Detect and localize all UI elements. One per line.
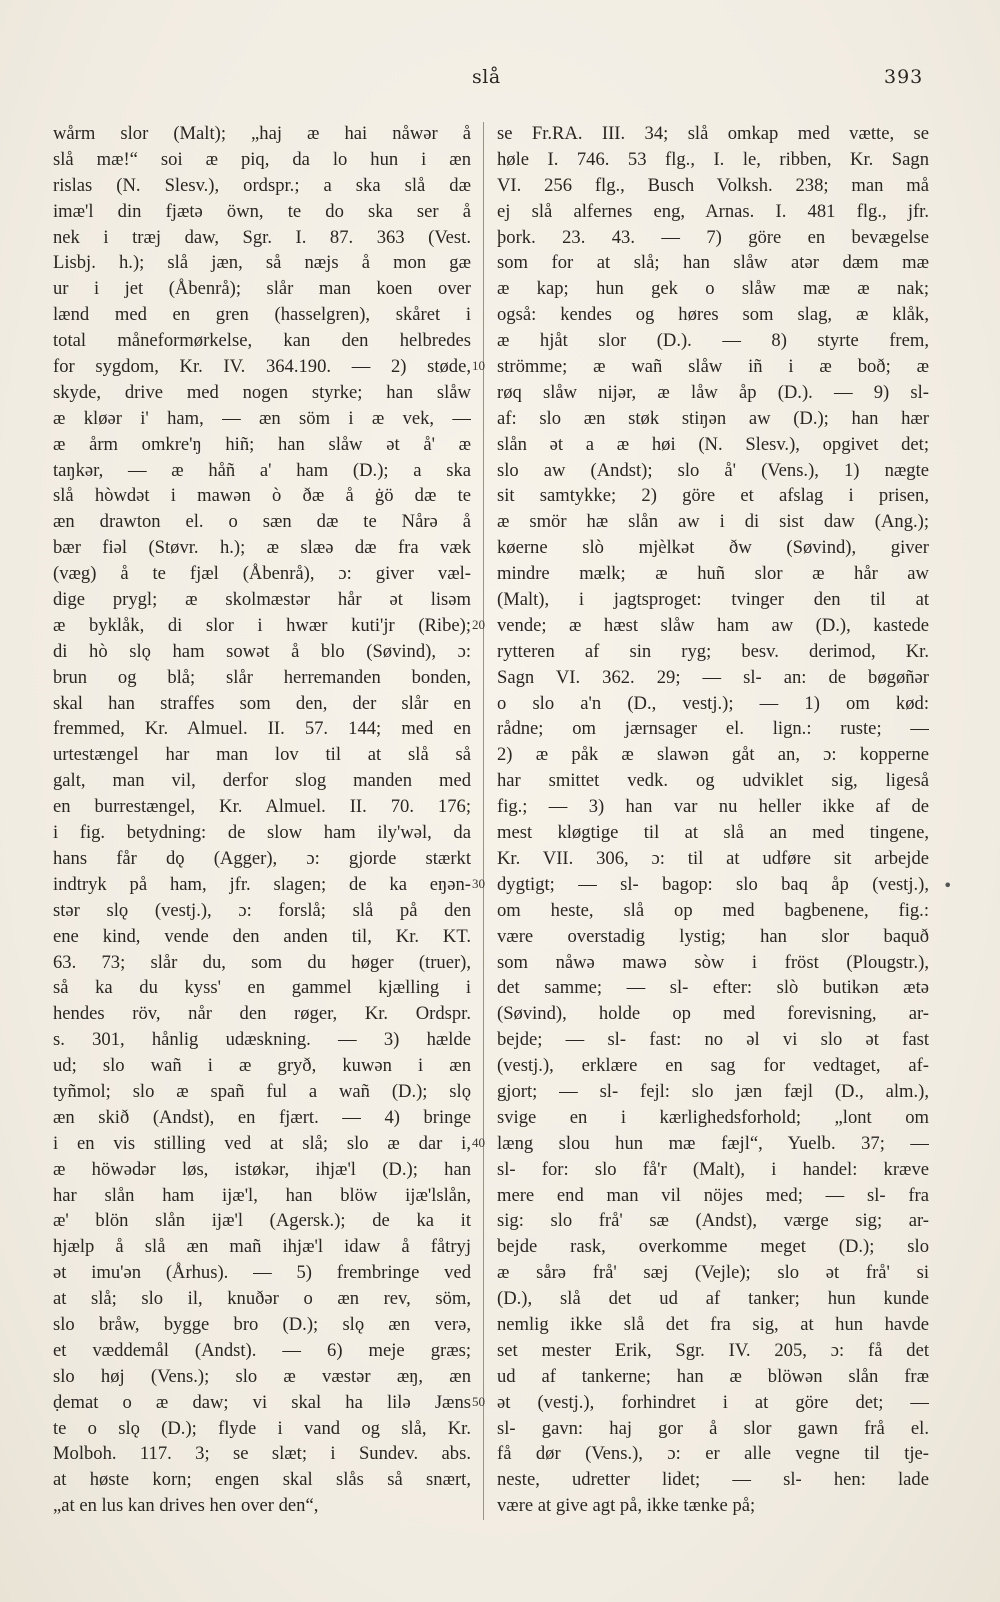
left-column-line: skal han straffes som den, der slår en [53, 692, 471, 714]
right-column-line: slo aw (Andst); slo å' (Vens.), 1) nægte [497, 459, 929, 481]
left-column-line: æn drawton el. o sæn dæ te Nårə å [53, 511, 471, 533]
right-column-line: 2) æ påk æ slawən gåt an, ɔ: kopperne [497, 744, 929, 766]
right-column-line: þork. 23. 43. — 7) göre en bevægelse [497, 226, 929, 248]
right-column-line: mere end man vil nöjes med; — sl- fra [497, 1184, 929, 1206]
left-column-line: et væddemål (Andst). — 6) meje græs; [53, 1339, 471, 1361]
right-column-line: VI. 256 flg., Busch Volksh. 238; man må [497, 174, 929, 196]
right-column-line: æ smör hæ slån aw i di sist daw (Ang.); [497, 511, 929, 533]
right-column-line: (vestj.), erklære en sag for vedtaget, af- [497, 1055, 929, 1077]
left-column-line: så ka du kyss' en gammel kjælling i [53, 977, 471, 999]
right-column-line: gjort; — sl- fejl: slo jæn fæjl (D., alm.), [497, 1080, 929, 1102]
right-column-line: nemlig ikke slå det fra sig, at hun havde [497, 1313, 929, 1335]
left-column-line: i en vis stilling ved at slå; slo æ dar i, [53, 1132, 471, 1154]
left-column-line: indtryk på ham, jfr. slagen; de ka eŋən- [53, 873, 471, 895]
right-column-line: slån ət a æ høi (N. Slesv.), opgivet det; [497, 433, 929, 455]
right-column [497, 121, 929, 1519]
left-column-line: urtestængel har man lov til at slå så [53, 744, 471, 766]
left-column-line: har slån ham ijæ'l, han blöw ijæ'lslån, [53, 1184, 471, 1206]
right-column-line: fig.; — 3) han var nu heller ikke af de [497, 796, 929, 818]
left-column-line: stər slǫ (vestj.), ɔ: forslå; slå på den [53, 899, 471, 921]
right-column-line: bejde; — sl- fast: no əl vi slo ət fast [497, 1029, 929, 1051]
left-column-line: for sygdom, Kr. IV. 364.190. — 2) støde, [53, 356, 471, 378]
left-column-line: fremmed, Kr. Almuel. II. 57. 144; med en [53, 718, 471, 740]
right-column-line: køerne slò mjèlkət ðw (Søvind), giver [497, 537, 929, 559]
left-column-line: æ byklåk, di slor i hwær kuti'jr (Ribe); [53, 614, 471, 636]
right-column-line: bejde rask, overkomme meget (D.); slo [497, 1236, 929, 1258]
right-column-line: læng slou hun mæ fæjl“, Yuelb. 37; — [497, 1132, 929, 1154]
left-column-line: „at en lus kan drives hen over den“, [53, 1495, 319, 1517]
right-column-line: være at give agt på, ikke tænke på; [497, 1495, 756, 1517]
right-column-line: som nåwə mawə sòw i fröst (Plougstr.), [497, 951, 929, 973]
left-column-line: ud; slo wañ i æ gryð, kuwən i æn [53, 1055, 471, 1077]
left-column-line: æ' blön slån ijæ'l (Agersk.); de ka it [53, 1210, 471, 1232]
right-column-line: (Søvind), holde op med forevisning, ar- [497, 1003, 929, 1025]
left-column-line: hans får dǫ (Agger), ɔ: gjorde stærkt [53, 847, 471, 869]
right-column-line: sl- for: slo få'r (Malt), i handel: kræve [497, 1158, 929, 1180]
left-column-line: (væg) å te fjæl (Åbenrå), ɔ: giver væl- [53, 563, 471, 585]
left-column-line: en burrestængel, Kr. Almuel. II. 70. 176; [53, 796, 471, 818]
right-column-line: rytteren af sin ryg; besv. derimod, Kr. [497, 640, 929, 662]
left-column-line: slå mæ!“ soi æ piq, da lo hun i æn [53, 148, 471, 170]
line-number-20: 20 [472, 617, 485, 632]
left-column-line: at høste korn; engen skal slås så snært, [53, 1469, 471, 1491]
left-column-line: rislas (N. Slesv.), ordspr.; a ska slå dæ [53, 174, 471, 196]
right-column-line: røq slåw nijər, æ låw åp (D.). — 9) sl- [497, 381, 929, 403]
margin-mark: • [943, 876, 953, 895]
left-column-line: Lisbj. h.); slå jæn, så næjs å mon gæ [53, 252, 471, 274]
right-column-line: af: slo æn støk stiŋən aw (D.); han hær [497, 407, 929, 429]
right-column-line: rådne; om jærnsager el. lign.: ruste; — [497, 718, 929, 740]
left-column-line: Molboh. 117. 3; se slæt; i Sundev. abs. [53, 1443, 471, 1465]
right-column-line: neste, udretter lidet; — sl- hen: lade [497, 1469, 929, 1491]
left-column-line: total måneformørkelse, kan den helbredes [53, 330, 471, 352]
left-column-line: di hò slǫ ham sowət å blo (Søvind), ɔ: [53, 640, 471, 662]
left-column-line: i fig. betydning: de slow ham ily'wəl, da [53, 822, 471, 844]
left-column-line: ur i jet (Åbenrå); slår man koen over [53, 278, 471, 300]
right-column-line: som for at slå; han slåw atər dæm mæ [497, 252, 929, 274]
right-column-line: mindre mælk; æ huñ slor æ hår aw [497, 563, 929, 585]
right-column-line: svige en i kærlighedsforhold; „lont om [497, 1106, 929, 1128]
left-column-line: æn skið (Andst), en fjært. — 4) bringe [53, 1106, 471, 1128]
right-column-line: vende; æ hæst slåw ham aw (D.), kastede [497, 614, 929, 636]
right-column-line: æ hjåt slor (D.). — 8) styrte frem, [497, 330, 929, 352]
left-column-line: nek i træj daw, Sgr. I. 87. 363 (Vest. [53, 226, 471, 248]
right-column-line: har smittet vedk. og udviklet sig, ligeså [497, 770, 929, 792]
line-number-10: 10 [472, 358, 485, 373]
right-column-line: være overstadig lystig; han slor baquð [497, 925, 929, 947]
line-number-50: 50 [472, 1394, 485, 1409]
left-column-line: wårm slor (Malt); „haj æ hai nåwər å [53, 123, 471, 144]
left-column [53, 121, 471, 1519]
page-header [0, 66, 1000, 96]
left-column-line: imæ'l din fjætə öwn, te do ska ser å [53, 200, 471, 222]
right-column-line: (D.), slå det ud af tanker; hun kunde [497, 1288, 929, 1310]
left-column-line: lænd med en gren (hasselgren), skåret i [53, 304, 471, 326]
left-column-line: slo høj (Vens.); slo æ væstər æŋ, æn [53, 1365, 471, 1387]
right-column-line: set mester Erik, Sgr. IV. 205, ɔ: få det [497, 1339, 929, 1361]
right-column-line: æ sårə frå' sæj (Vejle); slo ət frå' si [497, 1262, 929, 1284]
right-column-line: sig: slo frå' sæ (Andst), værge sig; ar- [497, 1210, 929, 1232]
left-column-line: te o slǫ (D.); flyde i vand og slå, Kr. [53, 1417, 471, 1439]
right-column-line: Kr. VII. 306, ɔ: til at udføre sit arbejde [497, 847, 929, 869]
right-column-line: dygtigt; — sl- bagop: slo baq åp (vestj.), [497, 873, 929, 895]
right-column-line: ej slå alfernes eng, Arnas. I. 481 flg., jfr. [497, 200, 929, 222]
right-column-line: om heste, slå op med bagbenene, fig.: [497, 899, 929, 921]
left-column-line: hendes röv, når den røger, Kr. Ordspr. [53, 1003, 471, 1025]
left-column-line: tyñmol; slo æ spañ ful a wañ (D.); slǫ [53, 1080, 471, 1102]
page-number: 393 [884, 66, 924, 88]
right-column-line: o slo a'n (D., vestj.); — 1) om kød: [497, 692, 929, 714]
left-column-line: æ höwədər løs, istøkər, ihjæ'l (D.); han [53, 1158, 471, 1180]
right-column-line: se Fr.RA. III. 34; slå omkap med vætte, se [497, 123, 929, 144]
left-column-line: galt, man vil, derfor slog manden med [53, 770, 471, 792]
left-column-line: skyde, drive med nogen styrke; han slåw [53, 381, 471, 403]
left-column-line: bær fiəl (Støvr. h.); æ slæə dæ fra væk [53, 537, 471, 559]
left-column-line: hjælp å slå æn mañ ihjæ'l idaw å fåtryj [53, 1236, 471, 1258]
left-column-line: 63. 73; slår du, som du høger (truer), [53, 951, 471, 973]
left-column-line: ət imu'ən (Århus). — 5) frembringe ved [53, 1262, 471, 1284]
left-column-line: ene kind, vende den anden til, Kr. KT. [53, 925, 471, 947]
left-column-line: slå hòwdət i mawən ò ðæ å ġö dæ te [53, 485, 471, 507]
line-number-40: 40 [472, 1135, 485, 1150]
right-column-line: æ kap; hun gek o slåw mæ æ nak; [497, 278, 929, 300]
right-column-line: høle I. 746. 53 flg., I. le, ribben, Kr. Sagn [497, 148, 929, 170]
right-column-line: ət (vestj.), forhindret i at göre det; — [497, 1391, 929, 1413]
right-column-line: ud af tankerne; han æ blöwən slån fræ [497, 1365, 929, 1387]
right-column-line: det samme; — sl- efter: slò butikən ætə [497, 977, 929, 999]
left-column-line: s. 301, hånlig udæskning. — 3) hælde [53, 1029, 471, 1051]
left-column-line: dige prygl; æ skolmæstər hår ət lisəm [53, 589, 471, 611]
right-column-line: sl- gavn: haj gor å slor gawn frå el. [497, 1417, 929, 1439]
right-column-line: også: kendes og høres som slag, æ klåk, [497, 304, 929, 326]
left-column-line: taŋkər, — æ håñ a' ham (D.); a ska [53, 459, 471, 481]
left-column-line: ḍemat o æ daw; vi skal ha lilə Jæns [53, 1391, 471, 1413]
running-headword: slå [472, 66, 501, 88]
left-column-line: slo bråw, bygge bro (D.); slǫ æn verə, [53, 1313, 471, 1335]
line-number-30: 30 [472, 876, 485, 891]
left-column-line: æ kløər i' ham, — æn söm i æ vek, — [53, 407, 471, 429]
right-column-line: mest kløgtige til at slå an med tingene, [497, 822, 929, 844]
right-column-line: strömme; æ wañ slåw iñ i æ boð; æ [497, 356, 929, 378]
left-column-line: brun og blå; slår herremanden bonden, [53, 666, 471, 688]
right-column-line: få dør (Vens.), ɔ: er alle vegne til tje- [497, 1443, 929, 1465]
column-divider [483, 122, 484, 1520]
left-column-line: æ årm omkre'ŋ hiñ; han slåw ət å' æ [53, 433, 471, 455]
left-column-line: at slå; slo il, knuðər o æn rev, söm, [53, 1288, 471, 1310]
right-column-line: Sagn VI. 362. 29; — sl- an: de bøgøñər [497, 666, 929, 688]
right-column-line: sit samtykke; 2) göre et afslag i prisen, [497, 485, 929, 507]
right-column-line: (Malt), i jagtsproget: tvinger den til at [497, 589, 929, 611]
